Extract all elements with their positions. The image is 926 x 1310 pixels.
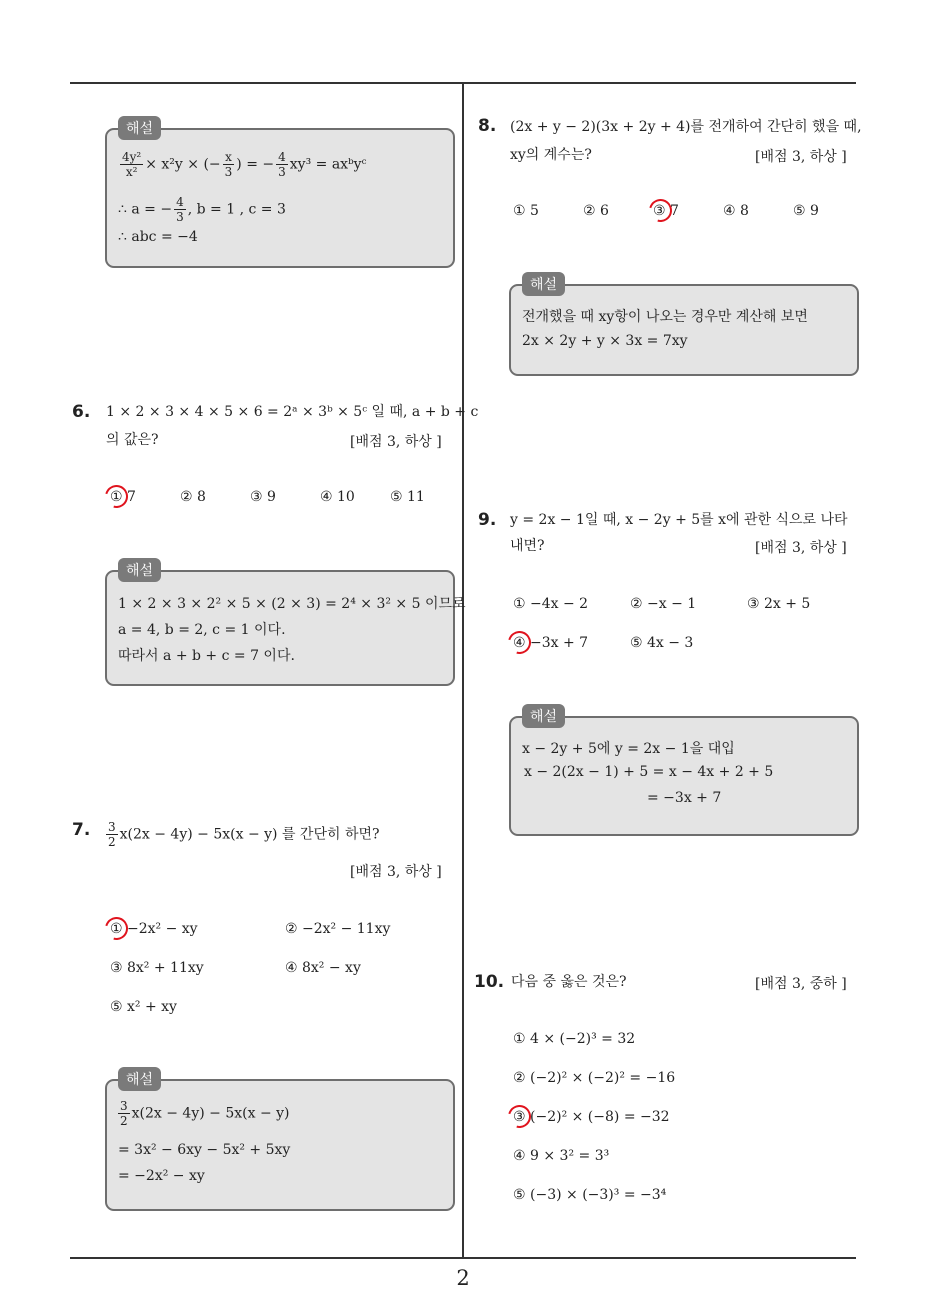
- q10-option-1[interactable]: ① 4 × (−2)³ = 32: [513, 1031, 636, 1047]
- q10-text-line1: 다음 중 옳은 것은?: [511, 974, 627, 990]
- q7-exp-line2: = 3x² − 6xy − 5x² + 5xy: [118, 1142, 291, 1158]
- q6-option-2[interactable]: ② 8: [180, 489, 206, 505]
- q8-text-line1: (2x + y − 2)(3x + 2y + 4)를 전개하여 간단히 했을 때,: [510, 119, 862, 135]
- q9-number: 9.: [478, 510, 497, 530]
- q8-exp-line2: 2x × 2y + y × 3x = 7xy: [522, 333, 688, 349]
- q6-exp-line1: 1 × 2 × 3 × 2² × 5 × (2 × 3) = 2⁴ × 3² × 5 이므로: [118, 596, 466, 612]
- q8-number: 8.: [478, 116, 497, 136]
- q8-answer-mark: [645, 195, 676, 226]
- q9-text-line2: 내면?: [510, 538, 545, 554]
- q10-score: [배점 3, 중하 ]: [755, 976, 847, 992]
- q5-frac-b: $\frac{x}{3}$: [224, 150, 233, 179]
- q10-number: 10.: [474, 972, 505, 992]
- q6-exp-line3: 따라서 a + b + c = 7 이다.: [118, 648, 295, 664]
- q7-option-3[interactable]: ③ 8x² + 11xy: [110, 960, 204, 976]
- q6-explanation-tag: 해설: [118, 558, 161, 582]
- q8-option-4[interactable]: ④ 8: [723, 203, 749, 219]
- q6-text-line1: 1 × 2 × 3 × 4 × 5 × 6 = 2ᵃ × 3ᵇ × 5ᶜ 일 때, a + b + c: [106, 404, 479, 420]
- q5-explanation-tag: 해설: [118, 116, 161, 140]
- q5-exp-line3: ∴ abc = −4: [118, 229, 198, 245]
- q7-number: 7.: [72, 820, 91, 840]
- q10-option-3[interactable]: ③ (−2)² × (−8) = −32: [513, 1109, 670, 1125]
- q9-option-3[interactable]: ③ 2x + 5: [747, 596, 811, 612]
- q7-exp-line1: $\frac{3}{2}$ x(2x − 4y) − 5x(x − y): [120, 1099, 290, 1128]
- q8-option-1[interactable]: ① 5: [513, 203, 539, 219]
- q6-option-1[interactable]: ① 7: [110, 489, 136, 505]
- q6-exp-line2: a = 4, b = 2, c = 1 이다.: [118, 622, 286, 638]
- q9-score: [배점 3, 하상 ]: [755, 540, 847, 556]
- q7-text-line1: $\frac{3}{2}$ x(2x − 4y) − 5x(x − y) 를 간단히 하면?: [108, 820, 380, 849]
- q6-answer-mark: [101, 481, 132, 512]
- q6-number: 6.: [72, 402, 91, 422]
- q8-text-line2: xy의 계수는?: [510, 147, 592, 163]
- q6-option-3[interactable]: ③ 9: [250, 489, 276, 505]
- q10-answer-mark: [504, 1101, 535, 1132]
- q9-option-1[interactable]: ① −4x − 2: [513, 596, 589, 612]
- q7-option-5[interactable]: ⑤ x² + xy: [110, 999, 177, 1015]
- q7-explanation-tag: 해설: [118, 1067, 161, 1091]
- q6-option-5[interactable]: ⑤ 11: [390, 489, 425, 505]
- q6-text-line2: 의 값은?: [106, 432, 159, 448]
- q9-explanation-tag: 해설: [522, 704, 565, 728]
- q6-option-4[interactable]: ④ 10: [320, 489, 355, 505]
- q5-exp-line1: $\frac{\text{4y²}}{\text{x²}}$ × x²y × (− $\frac{x}{3}$ ) = − $\frac{4}{3}$ xy³ = axᵇyᶜ: [122, 150, 367, 179]
- q8-option-5[interactable]: ⑤ 9: [793, 203, 819, 219]
- q7-exp-line3: = −2x² − xy: [118, 1168, 205, 1184]
- q7-frac: $\frac{3}{2}$: [108, 820, 116, 849]
- q8-score: [배점 3, 하상 ]: [755, 149, 847, 165]
- q8-explanation-tag: 해설: [522, 272, 565, 296]
- q10-option-4[interactable]: ④ 9 × 3² = 3³: [513, 1148, 610, 1164]
- q5-frac-a: $\frac{\text{4y²}}{\text{x²}}$: [122, 150, 142, 179]
- q8-option-2[interactable]: ② 6: [583, 203, 609, 219]
- q8-exp-line1: 전개했을 때 xy항이 나오는 경우만 계산해 보면: [522, 309, 808, 325]
- q9-exp-line2: x − 2(2x − 1) + 5 = x − 4x + 2 + 5: [524, 764, 774, 780]
- q9-option-5[interactable]: ⑤ 4x − 3: [630, 635, 694, 651]
- q10-option-5[interactable]: ⑤ (−3) × (−3)³ = −3⁴: [513, 1187, 667, 1203]
- q6-score: [배점 3, 하상 ]: [350, 434, 442, 450]
- column-divider: [462, 84, 464, 1257]
- q9-option-4[interactable]: ④ −3x + 7: [513, 635, 589, 651]
- q7-option-2[interactable]: ② −2x² − 11xy: [285, 921, 391, 937]
- q9-answer-mark: [504, 627, 535, 658]
- q9-option-2[interactable]: ② −x − 1: [630, 596, 697, 612]
- q5-frac-c: $\frac{4}{3}$: [278, 150, 286, 179]
- page-number: 2: [456, 1266, 470, 1290]
- q9-exp-line3: = −3x + 7: [647, 790, 722, 806]
- q5-exp-line2: ∴ a = − $\frac{4}{3}$ , b = 1 , c = 3: [118, 195, 286, 224]
- bottom-rule: [70, 1257, 856, 1259]
- q7-answer-mark: [101, 913, 132, 944]
- q9-exp-line1: x − 2y + 5에 y = 2x − 1을 대입: [522, 741, 735, 757]
- q10-option-2[interactable]: ② (−2)² × (−2)² = −16: [513, 1070, 676, 1086]
- q7-score: [배점 3, 하상 ]: [350, 864, 442, 880]
- q8-option-3[interactable]: ③ 7: [653, 203, 679, 219]
- q7-option-1[interactable]: ① −2x² − xy: [110, 921, 198, 937]
- q5-frac-d: $\frac{4}{3}$: [176, 195, 184, 224]
- q7-option-4[interactable]: ④ 8x² − xy: [285, 960, 361, 976]
- q8-explanation-box: [509, 284, 859, 376]
- q9-text-line1: y = 2x − 1일 때, x − 2y + 5를 x에 관한 식으로 나타: [510, 512, 848, 528]
- q7-exp-frac: $\frac{3}{2}$: [120, 1099, 128, 1128]
